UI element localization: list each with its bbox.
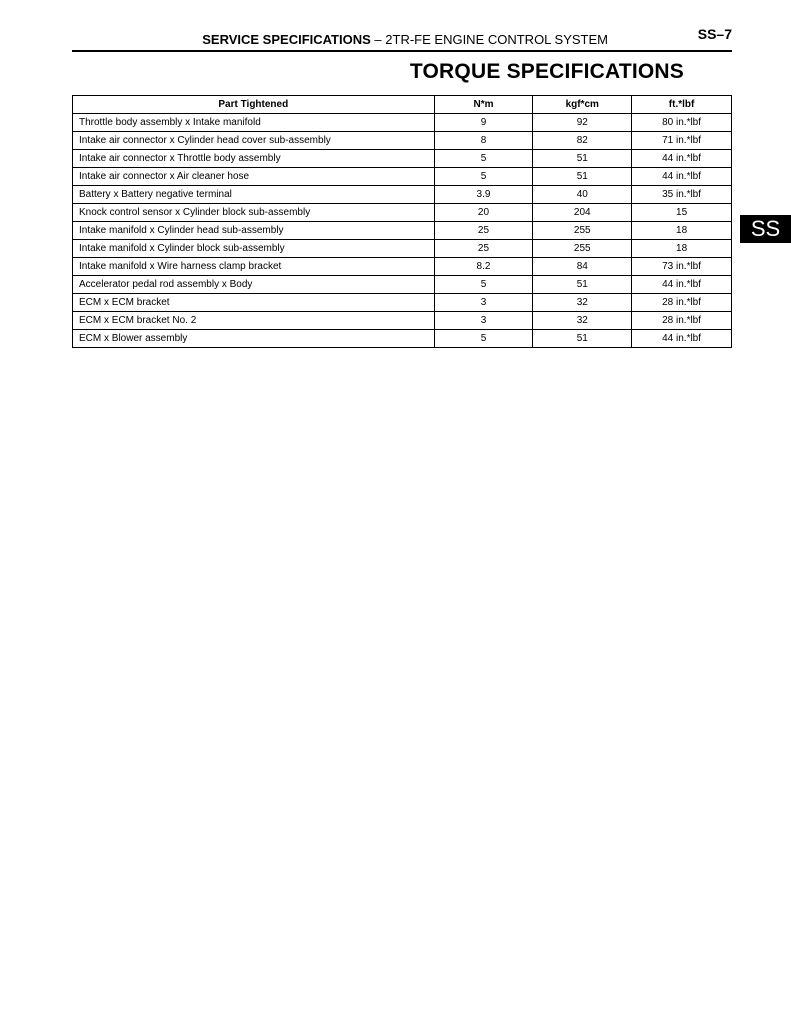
ftlbf-cell: 73 in.*lbf: [632, 258, 732, 276]
nm-cell: 3.9: [434, 186, 533, 204]
page-title: TORQUE SPECIFICATIONS: [409, 60, 684, 83]
nm-cell: 3: [434, 294, 533, 312]
part-cell: Intake manifold x Wire harness clamp bracket: [73, 258, 435, 276]
header-separator: –: [374, 32, 382, 47]
kgfcm-cell: 204: [533, 204, 632, 222]
part-cell: Intake air connector x Air cleaner hose: [73, 168, 435, 186]
part-cell: Knock control sensor x Cylinder block sub-assembly: [73, 204, 435, 222]
ftlbf-cell: 18: [632, 240, 732, 258]
kgfcm-cell: 40: [533, 186, 632, 204]
column-header-kgfcm: kgf*cm: [533, 96, 632, 114]
kgfcm-cell: 32: [533, 312, 632, 330]
nm-cell: 8: [434, 132, 533, 150]
nm-cell: 9: [434, 114, 533, 132]
table-body: [73, 114, 732, 348]
kgfcm-cell: 51: [533, 150, 632, 168]
page-number: SS–7: [697, 26, 732, 42]
nm-cell: 5: [434, 330, 533, 348]
table-row: [73, 168, 732, 186]
ftlbf-cell: 44 in.*lbf: [632, 168, 732, 186]
kgfcm-cell: 255: [533, 222, 632, 240]
torque-spec-table: [72, 95, 732, 348]
part-cell: ECM x ECM bracket No. 2: [73, 312, 435, 330]
nm-cell: 8.2: [434, 258, 533, 276]
kgfcm-cell: 82: [533, 132, 632, 150]
ftlbf-cell: 35 in.*lbf: [632, 186, 732, 204]
column-header-part: Part Tightened: [73, 96, 435, 114]
table-row: [73, 150, 732, 168]
page-header: [72, 24, 732, 52]
table-row: [73, 114, 732, 132]
part-cell: Accelerator pedal rod assembly x Body: [73, 276, 435, 294]
ftlbf-cell: 15: [632, 204, 732, 222]
ftlbf-cell: 18: [632, 222, 732, 240]
kgfcm-cell: 255: [533, 240, 632, 258]
table-row: [73, 132, 732, 150]
column-header-nm: N*m: [434, 96, 533, 114]
kgfcm-cell: 51: [533, 276, 632, 294]
table-header-row: [73, 96, 732, 114]
part-cell: ECM x ECM bracket: [73, 294, 435, 312]
table-row: [73, 294, 732, 312]
kgfcm-cell: 84: [533, 258, 632, 276]
column-header-ftlbf: ft.*lbf: [632, 96, 732, 114]
kgfcm-cell: 92: [533, 114, 632, 132]
nm-cell: 5: [434, 168, 533, 186]
table-row: [73, 312, 732, 330]
header-section: SERVICE SPECIFICATIONS: [202, 32, 371, 47]
ftlbf-cell: 28 in.*lbf: [632, 312, 732, 330]
kgfcm-cell: 51: [533, 168, 632, 186]
nm-cell: 5: [434, 276, 533, 294]
header-title: [202, 32, 608, 47]
nm-cell: 25: [434, 222, 533, 240]
part-cell: Throttle body assembly x Intake manifold: [73, 114, 435, 132]
section-tab: SS: [740, 215, 791, 243]
header-system: 2TR-FE ENGINE CONTROL SYSTEM: [385, 32, 608, 47]
part-cell: Intake manifold x Cylinder head sub-assembly: [73, 222, 435, 240]
ftlbf-cell: 71 in.*lbf: [632, 132, 732, 150]
kgfcm-cell: 51: [533, 330, 632, 348]
part-cell: Intake air connector x Cylinder head cover sub-assembly: [73, 132, 435, 150]
part-cell: Battery x Battery negative terminal: [73, 186, 435, 204]
table-row: [73, 276, 732, 294]
table-row: [73, 186, 732, 204]
table-row: [73, 258, 732, 276]
nm-cell: 3: [434, 312, 533, 330]
part-cell: ECM x Blower assembly: [73, 330, 435, 348]
ftlbf-cell: 80 in.*lbf: [632, 114, 732, 132]
nm-cell: 20: [434, 204, 533, 222]
table-row: [73, 222, 732, 240]
table-row: [73, 240, 732, 258]
ftlbf-cell: 44 in.*lbf: [632, 150, 732, 168]
part-cell: Intake air connector x Throttle body assembly: [73, 150, 435, 168]
ftlbf-cell: 44 in.*lbf: [632, 276, 732, 294]
nm-cell: 25: [434, 240, 533, 258]
table-row: [73, 330, 732, 348]
kgfcm-cell: 32: [533, 294, 632, 312]
ftlbf-cell: 44 in.*lbf: [632, 330, 732, 348]
ftlbf-cell: 28 in.*lbf: [632, 294, 732, 312]
nm-cell: 5: [434, 150, 533, 168]
table-row: [73, 204, 732, 222]
part-cell: Intake manifold x Cylinder block sub-assembly: [73, 240, 435, 258]
